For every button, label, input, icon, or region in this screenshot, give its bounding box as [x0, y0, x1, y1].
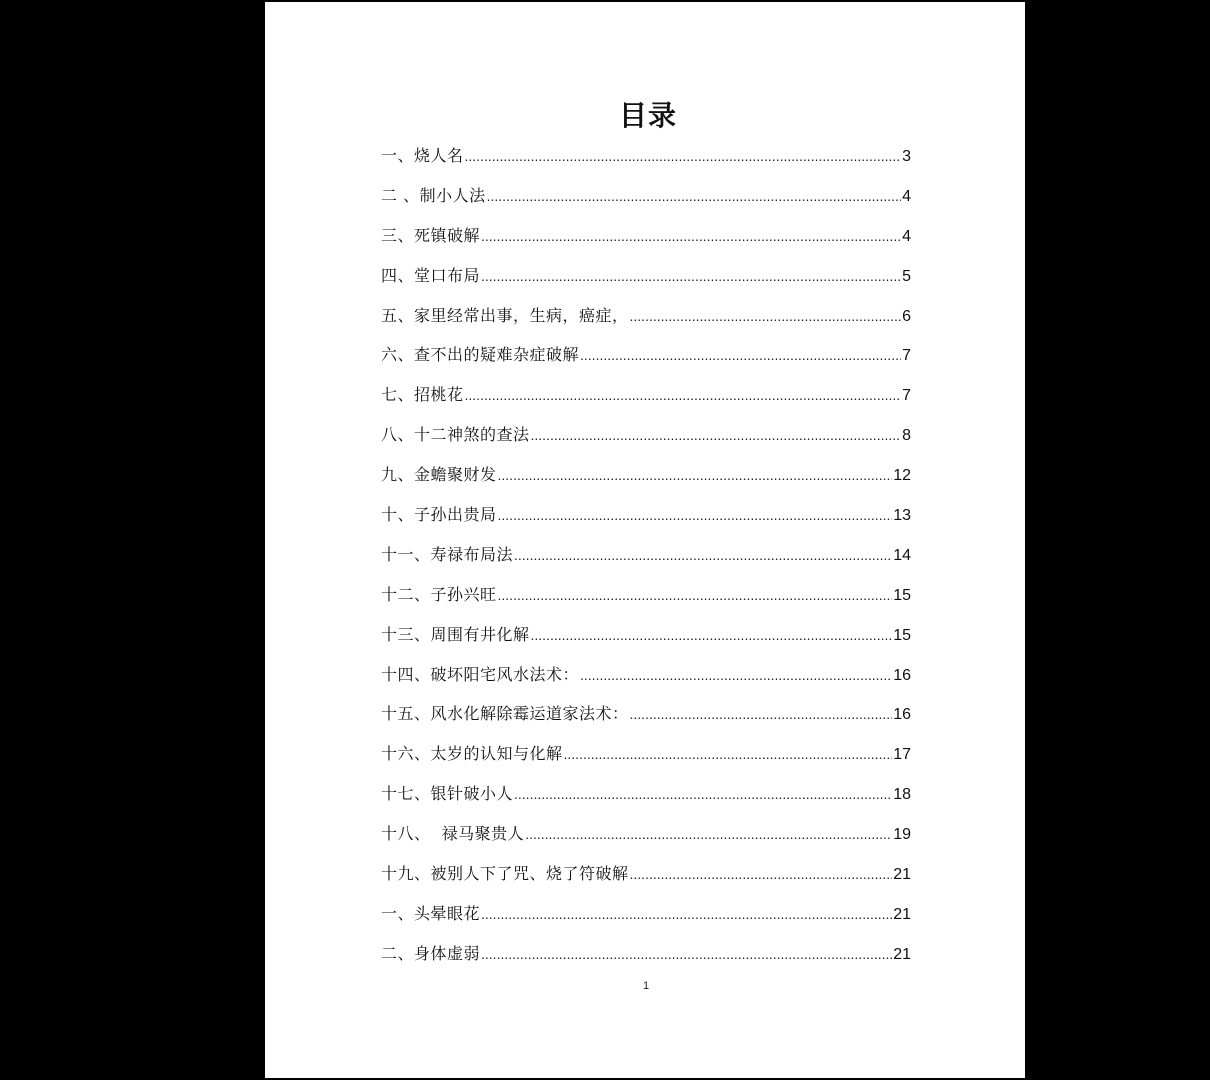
toc-list	[381, 143, 911, 981]
toc-dot-leader	[465, 148, 902, 164]
toc-entry-page: 8	[902, 427, 911, 445]
toc-dot-leader	[514, 547, 892, 563]
toc-entry-label: 十五、风水化解除霉运道家法术：	[381, 704, 629, 724]
toc-entry[interactable]	[381, 223, 911, 263]
toc-entry-label: 十三、周围有井化解	[381, 624, 530, 644]
toc-dot-leader	[630, 866, 893, 882]
toc-entry-page: 21	[893, 866, 911, 884]
toc-dot-leader	[481, 268, 901, 284]
toc-entry[interactable]	[381, 622, 911, 662]
toc-dot-leader	[531, 427, 902, 443]
toc-entry[interactable]	[381, 342, 911, 382]
toc-entry[interactable]	[381, 542, 911, 582]
toc-entry[interactable]	[381, 821, 911, 861]
page-number: 1	[642, 980, 650, 992]
toc-entry-label: 一、头晕眼花	[381, 903, 481, 923]
toc-entry[interactable]	[381, 422, 911, 462]
toc-entry-page: 4	[902, 187, 911, 205]
toc-entry-label: 十、子孙出贵局	[381, 505, 497, 525]
toc-entry-label: 五、家里经常出事，生病，癌症，	[381, 305, 629, 325]
toc-title: 目录	[618, 99, 677, 132]
toc-entry-label: 十六、太岁的认知与化解	[381, 744, 563, 764]
toc-entry-page: 21	[893, 905, 911, 923]
toc-dot-leader	[481, 946, 892, 962]
document-page	[265, 2, 1025, 1078]
toc-entry-page: 18	[893, 786, 911, 804]
toc-entry[interactable]	[381, 701, 911, 741]
toc-entry[interactable]	[381, 582, 911, 622]
toc-entry-page: 21	[893, 945, 911, 963]
toc-entry-page: 7	[902, 387, 911, 405]
toc-entry-page: 14	[893, 546, 911, 564]
toc-dot-leader	[487, 188, 902, 204]
toc-entry-page: 16	[893, 706, 911, 724]
toc-entry-page: 12	[893, 467, 911, 485]
toc-entry-label: 八、十二神煞的查法	[381, 425, 530, 445]
toc-dot-leader	[465, 387, 902, 403]
toc-entry-page: 6	[902, 307, 911, 325]
toc-entry-label: 十九、被别人下了咒、烧了符破解	[381, 864, 629, 884]
toc-dot-leader	[630, 706, 893, 722]
toc-dot-leader	[514, 786, 892, 802]
toc-entry[interactable]	[381, 462, 911, 502]
toc-entry-label: 六、查不出的疑难杂症破解	[381, 345, 580, 365]
toc-dot-leader	[525, 826, 892, 842]
toc-entry-page: 3	[902, 148, 911, 165]
toc-dot-leader	[481, 906, 892, 922]
toc-entry-label: 一、烧人名	[381, 146, 464, 165]
toc-entry-label: 二 、制小人法	[381, 185, 486, 205]
toc-entry-label: 十一、寿禄布局法	[381, 544, 514, 564]
toc-entry-label: 三、死镇破解	[381, 225, 481, 245]
toc-entry[interactable]	[381, 502, 911, 542]
toc-entry[interactable]	[381, 741, 911, 781]
toc-dot-leader	[580, 347, 901, 363]
toc-entry[interactable]	[381, 143, 911, 183]
toc-dot-leader	[481, 228, 901, 244]
toc-entry[interactable]	[381, 263, 911, 303]
toc-entry-page: 4	[902, 227, 911, 245]
toc-entry-page: 5	[902, 267, 911, 285]
toc-dot-leader	[498, 467, 893, 483]
toc-entry-label: 十四、破坏阳宅风水法术：	[381, 664, 580, 684]
toc-dot-leader	[630, 308, 902, 324]
toc-entry-page: 17	[893, 746, 911, 764]
toc-entry-label: 二、身体虚弱	[381, 943, 481, 963]
toc-entry[interactable]	[381, 183, 911, 223]
toc-entry[interactable]	[381, 901, 911, 941]
toc-entry-label: 七、招桃花	[381, 385, 464, 405]
toc-entry[interactable]	[381, 303, 911, 343]
toc-entry[interactable]	[381, 382, 911, 422]
toc-entry-page: 16	[893, 666, 911, 684]
toc-dot-leader	[564, 746, 893, 762]
toc-entry[interactable]	[381, 861, 911, 901]
toc-dot-leader	[498, 507, 893, 523]
toc-entry-label: 四、堂口布局	[381, 265, 481, 285]
toc-entry[interactable]	[381, 781, 911, 821]
toc-entry-page: 7	[902, 347, 911, 365]
toc-entry[interactable]	[381, 941, 911, 981]
toc-dot-leader	[498, 587, 893, 603]
toc-entry[interactable]	[381, 662, 911, 702]
toc-entry-page: 15	[893, 626, 911, 644]
toc-entry-label: 十七、银针破小人	[381, 784, 514, 804]
toc-dot-leader	[531, 627, 893, 643]
toc-entry-page: 15	[893, 586, 911, 604]
toc-entry-label: 十八、 禄马聚贵人	[381, 824, 525, 844]
toc-entry-label: 九、金蟾聚财发	[381, 465, 497, 485]
toc-entry-page: 19	[893, 826, 911, 844]
toc-entry-page: 13	[893, 507, 911, 525]
toc-dot-leader	[580, 667, 892, 683]
toc-entry-label: 十二、子孙兴旺	[381, 584, 497, 604]
